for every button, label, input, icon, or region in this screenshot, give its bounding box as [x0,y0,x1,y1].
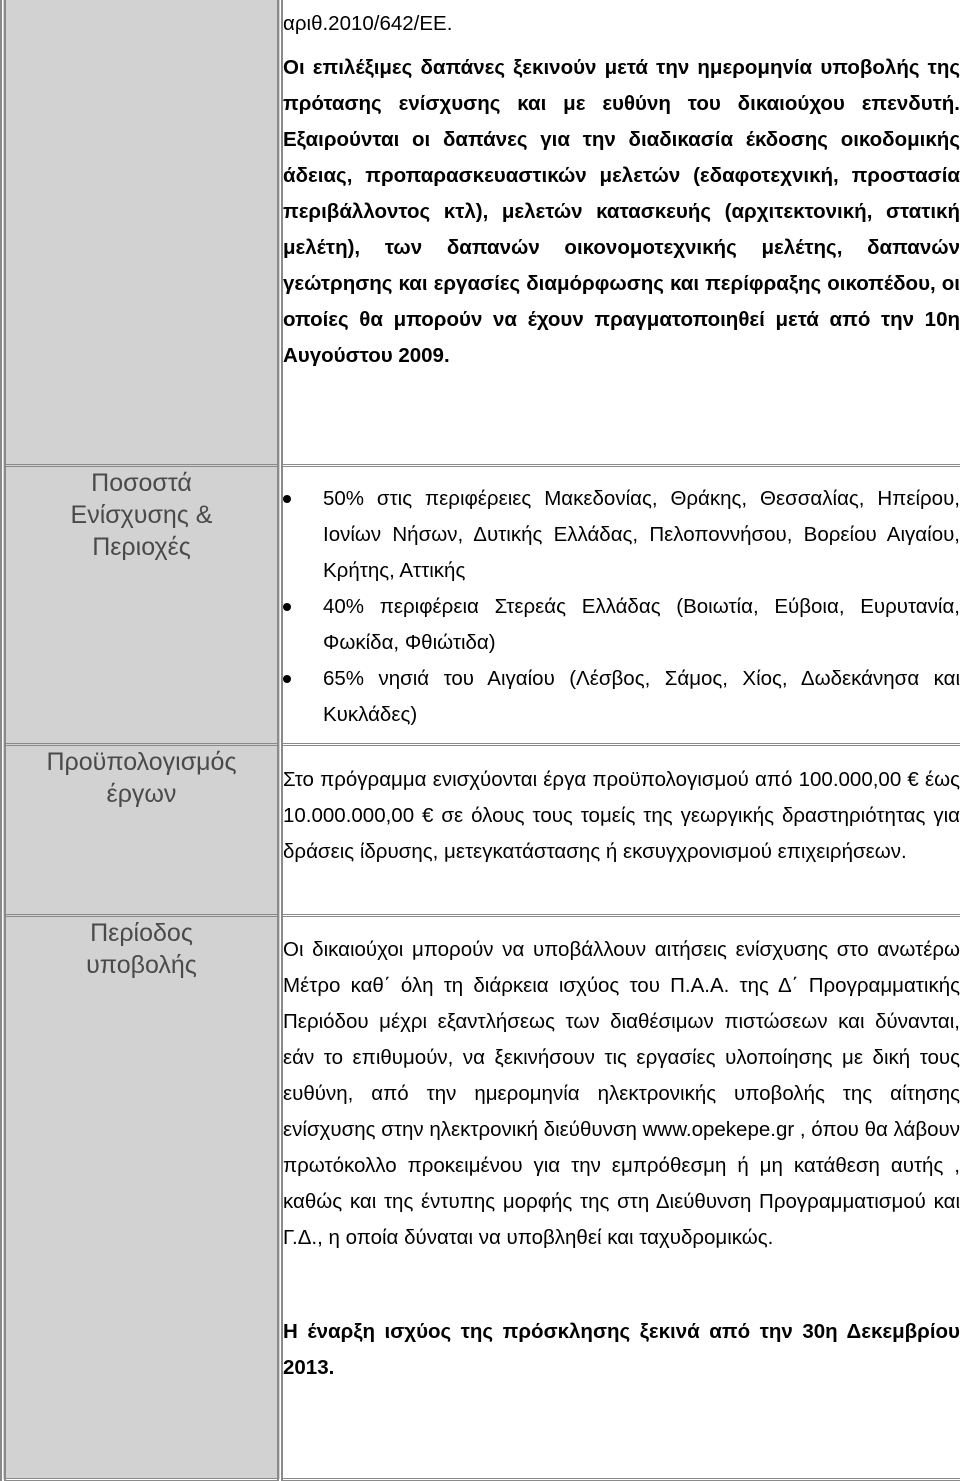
label-line: Περιοχές [92,532,191,561]
budget-paragraph: Στο πρόγραμμα ενισχύονται έργα προϋπολογισμού από 100.000,00 € έως 10.000.000,00 € σε όλους τους τομείς της γεωργικής δραστηριότητας για δράσεις ίδρυσης, μετεγκατάστασης ή εκσυγχρονισμού επιχειρήσεων. [283,767,960,863]
bullet-icon [283,603,291,611]
list-item [283,481,960,589]
row-content-budget [280,744,960,915]
label-line: έργων [106,779,177,808]
fragment-text: αριθ.2010/642/ΕΕ. [283,12,453,35]
list-item-text: 65% νησιά του Αιγαίου (Λέσβος, Σάμος, Χίος, Δωδεκάνησα και Κυκλάδες) [323,666,960,726]
call-start-paragraph: Η έναρξη ισχύος της πρόσκλησης ξεκινά από την 30η Δεκεμβρίου 2013. [283,1319,960,1379]
label-line: Ποσοστά [91,468,192,497]
table-row-aid-rates [3,465,960,744]
table-row-eligible-expenses [3,0,960,465]
row-content-submission-period [280,915,960,1479]
row-content-eligible-expenses [280,0,960,465]
row-label-submission-period [3,915,280,1479]
label-line: Προϋπολογισμός [46,747,237,776]
label-line: υποβολής [86,950,197,979]
table-row-submission-period [3,915,960,1479]
list-item [283,661,960,733]
label-line: Περίοδος [90,918,193,947]
row-content-aid-rates [280,465,960,744]
row-label-cell-empty [3,0,280,465]
table-row-budget [3,744,960,915]
list-item-text: 50% στις περιφέρειες Μακεδονίας, Θράκης, Θεσσαλίας, Ηπείρου, Ιονίων Νήσων, Δυτικής Ελλάδας, Πελοποννήσου, Βορείου Αιγαίου, Κρήτης, Αττικής [323,486,960,582]
bullet-icon [283,495,291,503]
list-item-text: 40% περιφέρεια Στερεάς Ελλάδας (Βοιωτία, Εύβοια, Ευρυτανία, Φωκίδα, Φθιώτιδα) [323,594,960,654]
row-label-aid-rates [3,465,280,744]
bullet-icon [283,675,291,683]
submission-paragraph: Οι δικαιούχοι μπορούν να υποβάλλουν αιτήσεις ενίσχυσης στο ανωτέρω Μέτρο καθ΄ όλη τη διάρκεια ισχύος του Π.Α.Α. της Δ΄ Προγραμματικής Περιόδου μέχρι εξαντλήσεως των διαθέσιμων πιστώσεων και δύνανται, εάν το επιθυμούν, να ξεκινήσουν τις εργασίες υλοποίησης με δική τους ευθύνη, από την ημερομηνία ηλεκτρονικής υποβολής της αίτησης ενίσχυσης στην ηλεκτρονική διεύθυνση www.opekepe.gr , όπου θα λάβουν πρωτόκολλο προκειμένου για την εμπρόθεσμη ή μη κατάθεση αυτής , καθώς και της έντυπης μορφής της στη Διεύθυνση Προγραμματισμού και Γ.Δ., η οποία δύναται να υποβληθεί και ταχυδρομικώς. [283,937,960,1249]
list-item [283,589,960,661]
row-label-budget [3,744,280,915]
aid-rates-list [283,481,960,733]
label-line: Ενίσχυσης & [70,500,213,529]
eligible-expenses-paragraph: Οι επιλέξιμες δαπάνες ξεκινούν μετά την ημερομηνία υποβολής της πρότασης ενίσχυσης και με ευθύνη του δικαιούχου επενδυτή. Εξαιρούνται οι δαπάνες για την διαδικασία έκδοσης οικοδομικής άδειας, προπαρασκευαστικών μελετών (εδαφοτεχνική, προστασία περιβάλλοντος κτλ), μελετών κατασκευής (αρχιτεκτονική, στατική μελέτη), των δαπανών οικονομοτεχνικής μελέτης, δαπανών γεώτρησης και εργασίες διαμόρφωσης και περίφραξης οικοπέδου, οι οποίες θα μπορούν να έχουν πραγματοποιηθεί μετά από την 10η Αυγούστου 2009. [283,56,960,367]
